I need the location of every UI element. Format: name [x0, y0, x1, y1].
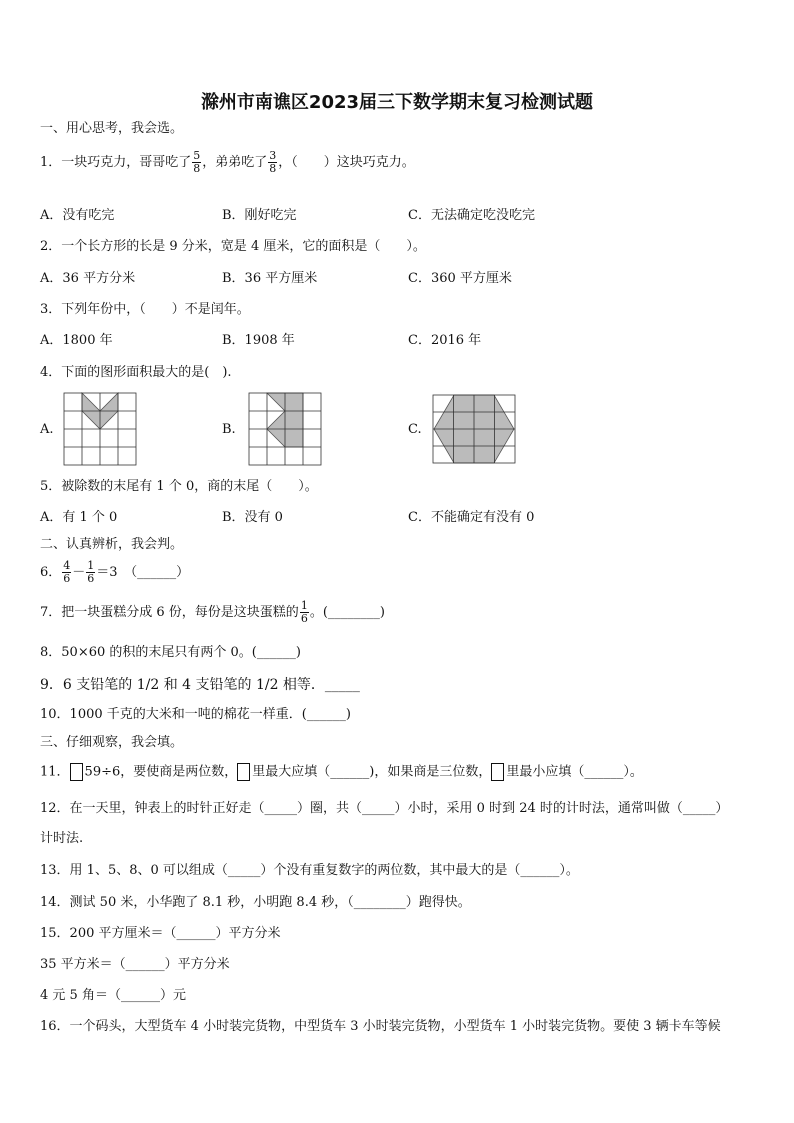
figure-a-grid: [63, 392, 137, 466]
q1-text-c: ，（ ）这块巧克力。: [278, 155, 415, 170]
q7-text-a: 7．把一块蛋糕分成 6 份，每份是这块蛋糕的: [40, 605, 299, 620]
q11-text-c: 里最小应填（______）。: [506, 764, 643, 780]
fraction-4-6: [62, 560, 71, 585]
question-9: 9．6 支铅笔的 1/2 和 4 支铅笔的 1/2 相等．_____: [40, 677, 360, 693]
numerator: 1: [300, 599, 308, 612]
fraction-1-6: [86, 560, 95, 585]
denominator: 6: [87, 572, 95, 585]
q7-text-b: 。(________): [309, 605, 385, 620]
section-2-heading: 二、认真辨析，我会判。: [40, 537, 184, 552]
q4-option-a[interactable]: A.: [40, 422, 54, 437]
q5-option-c[interactable]: C．不能确定有没有 0: [408, 510, 535, 525]
fraction-3-8: [268, 150, 277, 175]
question-1: [40, 150, 415, 175]
figure-c-grid: [432, 394, 516, 464]
q4-option-c[interactable]: C.: [408, 422, 422, 437]
figure-b-grid: [248, 392, 322, 466]
question-5: 5．被除数的末尾有 1 个 0，商的末尾（ ）。: [40, 479, 318, 494]
denominator: 6: [63, 572, 71, 585]
q11-number: 11．: [40, 764, 70, 780]
question-12-line-2: 计时法.: [40, 831, 84, 846]
q11-text-b: 里最大应填（______)，如果商是三位数，: [252, 764, 492, 780]
question-15-line-3: 4 元 5 角＝（______）元: [40, 988, 186, 1003]
fraction-1-6: [300, 600, 309, 625]
blank-box-2[interactable]: [237, 763, 250, 781]
blank-box-1[interactable]: [70, 763, 83, 781]
q3-option-a[interactable]: A．1800 年: [40, 333, 113, 348]
q2-option-c[interactable]: C．360 平方厘米: [408, 271, 512, 286]
grid-lines: [433, 395, 515, 463]
denominator: 8: [193, 162, 201, 175]
question-13: 13．用 1、5、8、0 可以组成（_____）个没有重复数字的两位数，其中最大的是（______）。: [40, 863, 579, 878]
blank-box-3[interactable]: [491, 763, 504, 781]
question-16: 16．一个码头，大型货车 4 小时装完货物，中型货车 3 小时装完货物，小型货车 1 小时装完货物。要使 3 辆卡车等候: [40, 1019, 721, 1034]
section-3-heading: 三、仔细观察，我会填。: [40, 735, 184, 750]
page-title: 滁州市南谯区2023届三下数学期末复习检测试题: [200, 92, 594, 113]
minus-sign: －: [72, 565, 86, 580]
question-11: [40, 763, 643, 782]
question-10: 10．1000 千克的大米和一吨的棉花一样重．(______): [40, 707, 351, 722]
q11-text-a: 59÷6，要使商是两位数，: [84, 764, 238, 780]
question-2: 2．一个长方形的长是 9 分米，宽是 4 厘米，它的面积是（ ）。: [40, 239, 426, 254]
question-15-line-2: 35 平方米＝（______）平方分米: [40, 957, 230, 972]
q3-option-c[interactable]: C．2016 年: [408, 333, 482, 348]
q5-option-a[interactable]: A．有 1 个 0: [40, 510, 118, 525]
numerator: 3: [269, 149, 277, 162]
q1-option-c[interactable]: C．无法确定吃没吃完: [408, 208, 535, 223]
q6-rest: ＝3 （______）: [96, 565, 190, 580]
q1-option-a[interactable]: A．没有吃完: [40, 208, 115, 223]
grid-lines: [64, 393, 136, 465]
numerator: 1: [87, 559, 95, 572]
section-1-heading: 一、用心思考，我会选。: [40, 121, 184, 136]
question-6: [40, 560, 189, 585]
question-14: 14．测试 50 米，小华跑了 8.1 秒，小明跑 8.4 秒，（________）跑得快。: [40, 895, 471, 910]
fraction-5-8: [192, 150, 201, 175]
q3-option-b[interactable]: B．1908 年: [222, 333, 295, 348]
q2-option-b[interactable]: B．36 平方厘米: [222, 271, 318, 286]
q6-number: 6．: [40, 565, 62, 580]
denominator: 6: [300, 612, 308, 625]
numerator: 4: [63, 559, 71, 572]
question-12-line-1: 12．在一天里，钟表上的时针正好走（_____）圈，共（_____）小时，采用 0 时到 24 时的计时法，通常叫做（_____）: [40, 801, 729, 816]
question-4: 4．下面的图形面积最大的是( ).: [40, 365, 232, 380]
question-3: 3．下列年份中，（ ）不是闰年。: [40, 302, 250, 317]
grid-lines: [249, 393, 321, 465]
q1-option-b[interactable]: B．刚好吃完: [222, 208, 297, 223]
question-7: [40, 600, 385, 625]
q4-option-b[interactable]: B.: [222, 422, 236, 437]
numerator: 5: [193, 149, 201, 162]
q5-option-b[interactable]: B．没有 0: [222, 510, 283, 525]
question-8: 8．50×60 的积的末尾只有两个 0。(______): [40, 645, 301, 660]
denominator: 8: [269, 162, 277, 175]
q1-text-a: 1．一块巧克力，哥哥吃了: [40, 155, 192, 170]
q1-text-b: ，弟弟吃了: [202, 155, 268, 170]
question-15-line-1: 15．200 平方厘米＝（______）平方分米: [40, 926, 281, 941]
q2-option-a[interactable]: A．36 平方分米: [40, 271, 136, 286]
